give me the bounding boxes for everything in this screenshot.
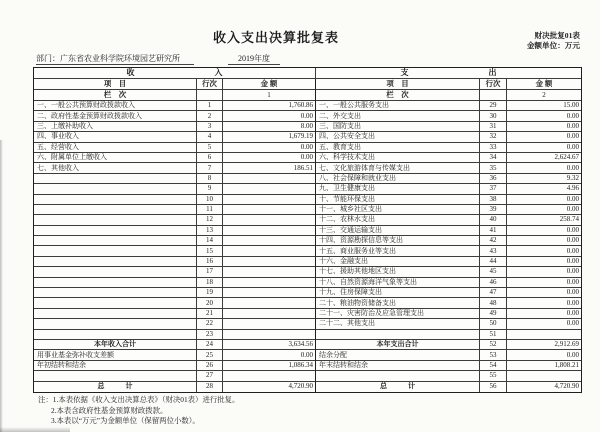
expense-amount-value: 4.96 [507,184,581,194]
expense-item-label: 二十、粮油物资储备支出 [316,298,480,308]
budget-approval-table [33,67,582,393]
expense-row-number: 38 [480,195,507,205]
income-item-label: 年初结转和结余 [34,361,197,371]
expense-row-number: 50 [480,319,507,329]
income-item-label: 三、上缴补助收入 [34,122,197,132]
income-row-number: 22 [197,319,223,329]
scan-edge-artifact-left [0,140,3,432]
income-item-label [34,226,197,236]
income-amount-value: 0.00 [223,111,316,121]
expense-amount-value: 0.00 [507,132,581,142]
income-lanci-label: 栏 次 [34,90,197,101]
expense-rowno-column-header: 行次 [480,79,507,90]
expense-item-label: 十三、交通运输支出 [316,226,480,236]
expense-row-number: 45 [480,267,507,277]
income-item-label [34,205,197,215]
income-item-label [34,330,197,340]
expense-item-label: 七、文化旅游体育与传媒支出 [316,163,480,173]
expense-amount-value: 0.00 [507,298,581,308]
income-item-label [34,246,197,256]
expense-amount-value: 0.00 [507,111,581,121]
expense-column-number: 2 [507,90,581,101]
income-header-char-right: 入 [214,68,223,77]
expense-amount-value: 15.00 [507,101,581,111]
expense-item-label: 八、社会保障和就业支出 [316,174,480,184]
income-amount-value [223,174,316,184]
income-amount-value [223,246,316,256]
income-row-number: 8 [197,174,223,184]
expense-row-number: 31 [480,122,507,132]
expense-item-label: 二十一、灾害防治及应急管理支出 [316,309,480,319]
income-row-number: 1 [197,101,223,111]
income-row-number: 7 [197,163,223,173]
expense-row-number: 36 [480,174,507,184]
income-amount-value: 3,634.56 [223,340,316,350]
income-item-label [34,278,197,288]
income-amount-value: 186.51 [223,163,316,173]
income-amount-value [223,184,316,194]
income-amount-value [223,298,316,308]
expense-row-number: 54 [480,361,507,371]
expense-row-number: 49 [480,309,507,319]
income-amount-value [223,257,316,267]
expense-header-char-left: 支 [400,68,409,77]
expense-row-number: 35 [480,163,507,173]
expense-row-number: 43 [480,246,507,256]
expense-amount-value: 0.00 [507,122,581,132]
income-amount-value [223,226,316,236]
income-row-number: 11 [197,205,223,215]
income-amount-value [223,278,316,288]
income-amount-value: 0.00 [223,143,316,153]
expense-row-number: 51 [480,330,507,340]
expense-amount-value: 4,720.90 [554,382,579,391]
expense-row-number: 46 [480,278,507,288]
expense-item-label: 五、教育支出 [316,143,480,153]
expense-amount-value: 0.00 [507,143,581,153]
income-item-label: 二、政府性基金预算财政拨款收入 [34,111,197,121]
scan-edge-artifact-bottom [0,427,70,432]
income-amount-value: 8.00 [223,122,316,132]
expense-lanci-empty-cell [480,90,507,101]
income-row-number: 10 [197,195,223,205]
income-amount-value: 1,086.34 [223,361,316,371]
income-item-column-header: 项 目 [34,79,197,90]
expense-row-number: 55 [480,371,507,381]
expense-amount-value: 0.00 [507,236,581,246]
income-amount-value [223,195,316,205]
expense-item-label: 十四、资源勘探信息等支出 [316,236,480,246]
income-row-number: 21 [197,309,223,319]
income-row-number: 6 [197,153,223,163]
footnote-line-2: 2.本表含政府性基金预算财政拨款。 [51,405,168,415]
expense-item-label: 十八、自然资源海洋气象等支出 [316,278,480,288]
expense-lanci-label: 栏 次 [316,90,480,101]
expense-row-number: 52 [480,340,507,350]
income-item-label [34,267,197,277]
expense-row-number: 41 [480,226,507,236]
expense-header-char-right: 出 [488,68,497,77]
expense-row-number: 29 [480,101,507,111]
expense-amount-value: 0.00 [507,278,581,288]
expense-item-label [316,330,480,340]
expense-item-label: 本年支出合计 [316,340,480,350]
income-row-number: 5 [197,143,223,153]
income-amount-value: 4,720.90 [223,382,316,392]
income-lanci-empty-cell [197,90,223,101]
income-amount-value: 1,760.86 [223,101,316,111]
income-row-number: 28 [197,382,223,392]
income-header-char-left: 收 [126,68,135,77]
income-amount-value [223,215,316,225]
expense-item-label: 十七、援助其他地区支出 [316,267,480,277]
expense-amount-value: 0.00 [507,163,581,173]
expense-amount-value: 0.00 [507,267,581,277]
income-item-label [34,319,197,329]
expense-row-number: 34 [480,153,507,163]
income-amount-value [223,319,316,329]
expense-item-label: 总 计 [316,382,480,392]
income-item-label [34,195,197,205]
expense-row-number: 37 [480,184,507,194]
page-title: 收入支出决算批复表 [212,30,339,45]
expense-item-label: 年末结转和结余 [316,361,480,371]
income-row-number: 13 [197,226,223,236]
income-rowno-column-header: 行次 [197,79,223,90]
department-label: 部门：广东省农业科学院环境园艺研究所 [36,53,194,65]
income-item-label: 用事业基金弥补收支差额 [34,350,197,360]
income-row-number: 9 [197,184,223,194]
income-row-number: 24 [197,340,223,350]
expense-amount-value: 0.00 [507,246,581,256]
income-row-number: 16 [197,257,223,267]
income-row-number: 26 [197,361,223,371]
expense-item-label: 二十二、其他支出 [316,319,480,329]
expense-amount-column-header: 金 额 [507,79,581,90]
income-item-label: 本年收入合计 [34,340,197,350]
expense-row-number: 33 [480,143,507,153]
expense-amount-value: 2,912.69 [507,340,581,350]
expense-amount-value: 1,808.21 [507,361,581,371]
expense-amount-value: 0.00 [507,288,581,298]
footnote-line-3: 3.本表以“万元”为金额单位（保留两位小数）。 [51,416,200,425]
expense-item-label: 十二、农林水支出 [316,215,480,225]
expense-amount-value: 9.32 [507,174,581,184]
income-item-label [34,309,197,319]
income-item-label: 一、一般公共预算财政拨款收入 [34,101,197,111]
expense-row-number: 40 [480,215,507,225]
income-row-number: 23 [197,330,223,340]
expense-amount-value: 0.00 [507,226,581,236]
income-row-number: 4 [197,132,223,142]
income-amount-value [223,288,316,298]
income-amount-value: 0.00 [223,153,316,163]
income-item-label [34,288,197,298]
income-amount-column-header: 金 额 [223,79,316,90]
expense-item-label: 一、一般公共服务支出 [316,101,480,111]
income-amount-value: 1,679.19 [223,132,316,142]
income-item-label [34,298,197,308]
expense-item-label: 二、外交支出 [316,111,480,121]
income-row-number: 3 [197,122,223,132]
income-item-label: 四、事业收入 [34,132,197,142]
income-amount-value [223,371,316,381]
income-item-label [34,236,197,246]
income-amount-value [223,236,316,246]
expense-row-number: 39 [480,205,507,215]
expense-amount-value [507,371,581,381]
expense-amount-value: 0.00 [507,205,581,215]
expense-item-label: 六、科学技术支出 [316,153,480,163]
income-row-number: 2 [197,111,223,121]
expense-amount-value: 0.00 [507,257,581,267]
income-row-number: 14 [197,236,223,246]
income-item-label: 五、经营收入 [34,143,197,153]
expense-amount-value: 258.74 [507,215,581,225]
unit-note-label: 金额单位：万元 [526,41,580,50]
income-item-label [34,215,197,225]
income-section-header [34,68,316,79]
income-item-label [34,174,197,184]
income-row-number: 25 [197,350,223,360]
expense-row-number: 53 [480,350,507,360]
income-item-label [34,257,197,267]
income-row-number: 27 [197,371,223,381]
year-label: 2019年度 [228,53,280,65]
expense-amount-value: 0.00 [507,309,581,319]
footnote-line-1: 注：1.本表依据《收入支出决算总表》（财决01表）进行批复。 [38,395,240,404]
expense-item-label: 三、国防支出 [316,122,480,132]
expense-item-label: 九、卫生健康支出 [316,184,480,194]
form-code-label: 财决批复01表 [534,31,580,40]
expense-item-label: 四、公共安全支出 [316,132,480,142]
expense-item-column-header: 项 目 [316,79,480,90]
income-amount-value [223,309,316,319]
expense-row-number: 30 [480,111,507,121]
expense-item-label [316,371,480,381]
income-row-number: 20 [197,298,223,308]
expense-row-number: 32 [480,132,507,142]
income-item-label: 六、附属单位上缴收入 [34,153,197,163]
expense-item-label: 十六、金融支出 [316,257,480,267]
income-item-label [34,184,197,194]
expense-row-number: 42 [480,236,507,246]
footnotes [38,395,239,427]
income-row-number: 15 [197,246,223,256]
expense-item-label: 十五、商业服务业等支出 [316,246,480,256]
income-amount-value [223,267,316,277]
income-amount-value: 0.00 [223,350,316,360]
expense-amount-value: 0.00 [507,319,581,329]
income-item-label: 总 计 [34,382,197,392]
expense-amount-value: 2,624.67 [507,153,581,163]
income-item-label: 七、其他收入 [34,163,197,173]
expense-amount-value: 0.00 [507,350,581,360]
expense-item-label: 十一、城乡社区支出 [316,205,480,215]
expense-item-label: 结余分配 [316,350,480,360]
form-meta-block [527,31,580,51]
income-column-number: 1 [223,90,316,101]
expense-row-number: 44 [480,257,507,267]
income-row-number: 12 [197,215,223,225]
expense-amount-value [507,330,581,340]
income-row-number: 17 [197,267,223,277]
expense-item-label: 十九、住房保障支出 [316,288,480,298]
expense-item-label: 十、节能环保支出 [316,195,480,205]
income-row-number: 18 [197,278,223,288]
income-row-number: 19 [197,288,223,298]
income-item-label [34,371,197,381]
expense-row-number: 48 [480,298,507,308]
expense-row-number: 56 [480,382,507,392]
department-line [36,53,336,65]
income-amount-value [223,330,316,340]
expense-section-header [316,68,581,79]
expense-row-number: 47 [480,288,507,298]
expense-amount-value: 0.00 [507,195,581,205]
income-amount-value [223,205,316,215]
